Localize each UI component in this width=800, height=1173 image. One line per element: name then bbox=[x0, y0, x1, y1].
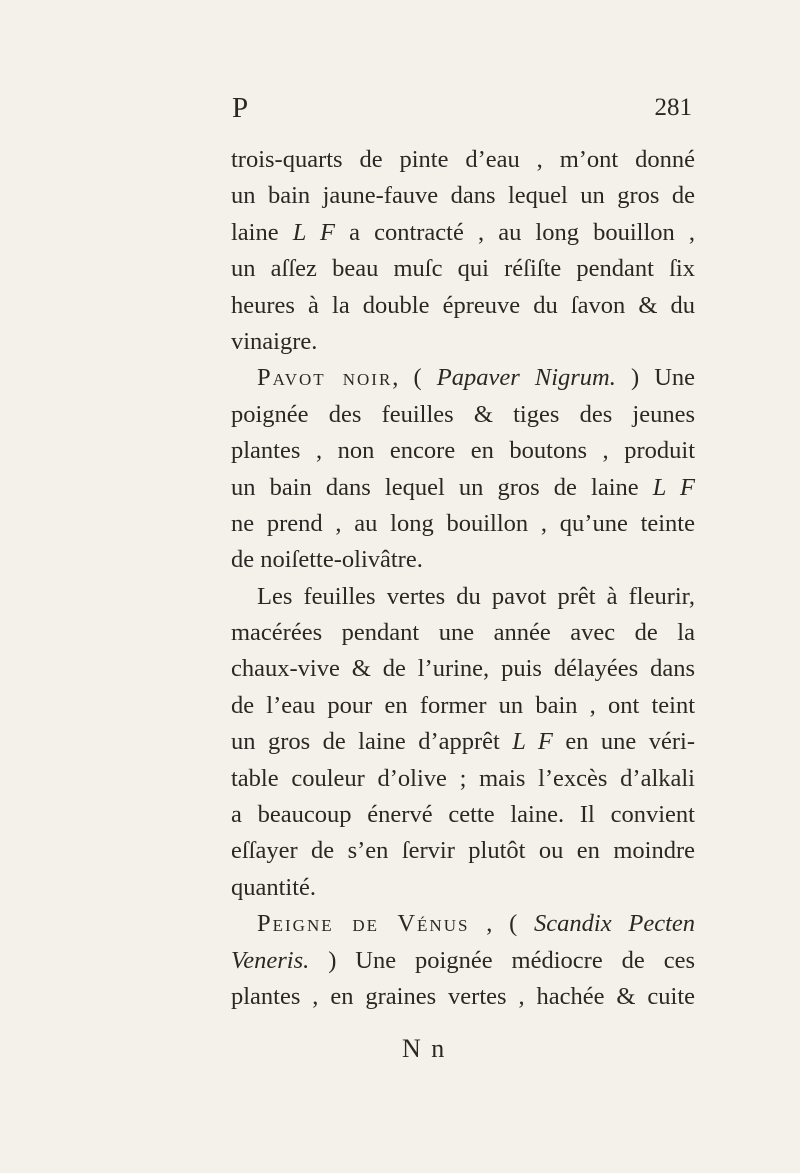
text-line bbox=[231, 397, 695, 433]
text-line bbox=[231, 870, 695, 906]
text-line bbox=[231, 142, 695, 178]
text-run: un aſſez beau muſc qui réſiſte pendant ſix bbox=[231, 255, 695, 283]
text-run: ) Une bbox=[615, 364, 696, 392]
text-line bbox=[231, 724, 695, 760]
text-line bbox=[231, 579, 695, 615]
text-line bbox=[231, 797, 695, 833]
text-line bbox=[231, 979, 695, 1015]
text-line bbox=[231, 251, 695, 287]
text-run: eſſayer de s’en ſervir plutôt ou en moindre bbox=[231, 837, 695, 865]
text-line bbox=[231, 688, 695, 724]
text-run: en une véri- bbox=[552, 728, 695, 756]
text-run: Papaver Nigrum. bbox=[436, 364, 616, 392]
text-run: un bain dans lequel un gros de laine bbox=[231, 473, 653, 501]
text-run: trois-quarts de pinte d’eau , m’ont donné bbox=[231, 146, 695, 173]
text-run: de noiſette-olivâtre. bbox=[231, 546, 423, 574]
text-run: L F bbox=[652, 473, 695, 501]
text-line bbox=[231, 470, 695, 506]
text-line bbox=[231, 761, 695, 797]
text-run: Scandix Pecten bbox=[534, 910, 695, 938]
text-line bbox=[231, 833, 695, 869]
text-run: quantité. bbox=[231, 873, 317, 901]
text-run: heures à la double épreuve du ſavon & du bbox=[231, 291, 695, 319]
text-line bbox=[231, 324, 695, 360]
text-run: ) Une poignée médiocre de ces bbox=[309, 946, 695, 974]
text-run: un gros de laine d’apprêt bbox=[231, 728, 513, 756]
text-run: Les feuilles vertes du pavot prêt à fleurir, bbox=[257, 582, 695, 610]
text-line bbox=[231, 943, 695, 979]
text-line bbox=[231, 651, 695, 687]
text-run: Veneris. bbox=[231, 946, 310, 974]
text-run: ne prend , au long bouillon , qu’une teinte bbox=[231, 509, 695, 537]
text-run: a contracté , au long bouillon , bbox=[335, 218, 695, 246]
text-line bbox=[231, 360, 695, 396]
text-run: chaux-vive & de l’urine, puis délayées dans bbox=[231, 655, 695, 683]
text-line bbox=[231, 506, 695, 542]
body-text bbox=[231, 142, 695, 1015]
text-line bbox=[231, 288, 695, 324]
text-line bbox=[231, 542, 695, 578]
text-run: , ( bbox=[392, 364, 437, 392]
text-run: plantes , non encore en boutons , produit bbox=[231, 437, 695, 465]
text-run: Pavot noir bbox=[257, 364, 393, 392]
text-run: , ( bbox=[469, 910, 535, 938]
text-run: poignée des feuilles & tiges des jeunes bbox=[231, 400, 695, 428]
running-header bbox=[232, 92, 692, 132]
text-run: laine bbox=[231, 218, 293, 246]
text-run: L F bbox=[512, 728, 553, 756]
text-line bbox=[231, 433, 695, 469]
text-run: de l’eau pour en former un bain , ont teint bbox=[231, 691, 695, 719]
text-line bbox=[231, 615, 695, 651]
text-run: plantes , en graines vertes , hachée & cuite bbox=[231, 982, 695, 1010]
text-run: vinaigre. bbox=[231, 327, 318, 355]
section-letter: P bbox=[232, 92, 249, 124]
text-run: macérées pendant une année avec de la bbox=[231, 619, 695, 647]
text-run: Peigne de Vénus bbox=[257, 910, 470, 938]
text-run: table couleur d’olive ; mais l’excès d’alkali bbox=[231, 764, 695, 792]
page-number: 281 bbox=[654, 94, 692, 121]
text-line bbox=[231, 178, 695, 214]
signature-mark: N n bbox=[402, 1034, 447, 1063]
text-line bbox=[231, 215, 695, 251]
text-run: a beaucoup énervé cette laine. Il convient bbox=[231, 801, 695, 829]
text-run: un bain jaune-fauve dans lequel un gros de bbox=[231, 182, 695, 210]
text-line bbox=[231, 906, 695, 942]
text-run: L F bbox=[292, 218, 335, 246]
